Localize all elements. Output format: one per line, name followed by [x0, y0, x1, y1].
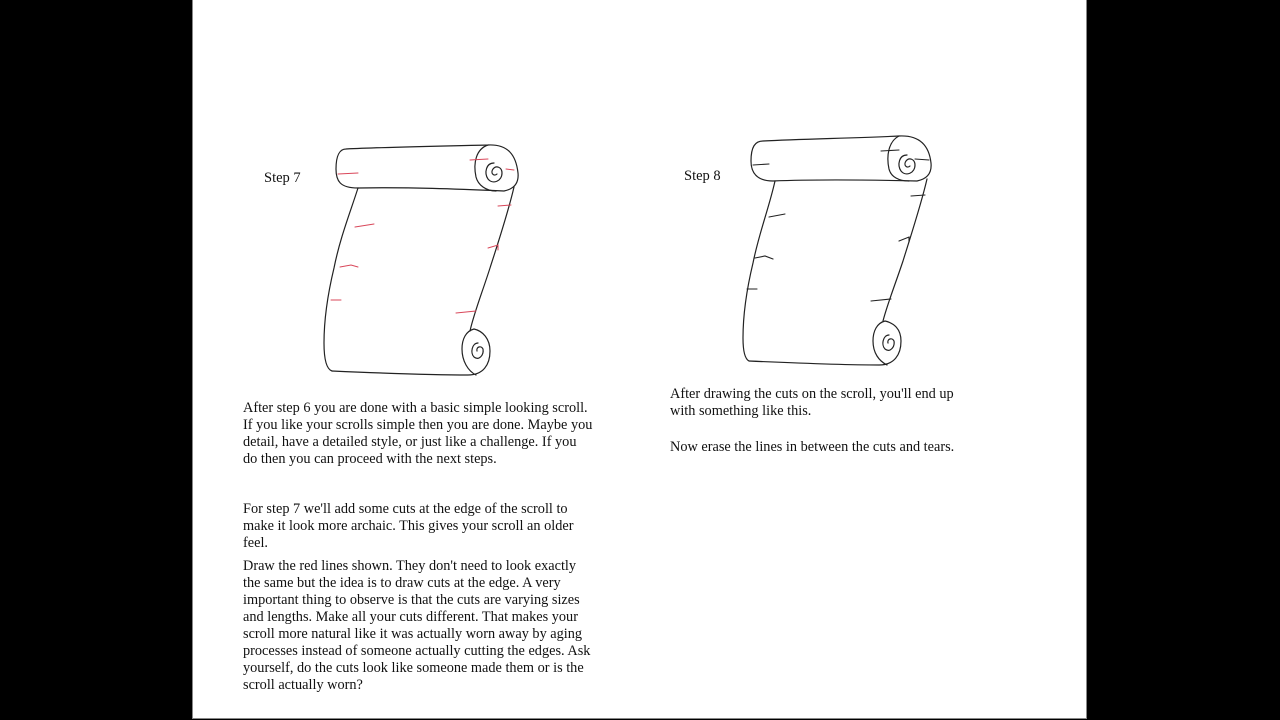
step-8-paragraph-2: Now erase the lines in between the cuts and tears. [670, 439, 955, 455]
step-7-paragraph-3: Draw the red lines shown. They don't need to look exactly the same but the idea is to draw cuts at the edge. A very important thing to observe is that the cuts are varying sizes and lengths. Make all your cuts different. That makes your scroll more natural like it was actually worn away by aging processes instead of someone actually cutting the edges. Ask yourself, do the cuts look like someone made them or is the scroll actually worn? [243, 558, 591, 693]
step-7-label: Step 7 [264, 170, 301, 186]
step-7-paragraph-2: For step 7 we'll add some cuts at the edge of the scroll to make it look more archaic. This gives your scroll an older feel. [243, 501, 574, 551]
step-8-label: Step 8 [684, 168, 721, 184]
step-7-paragraph-1: After step 6 you are done with a basic simple looking scroll. If you like your scrolls simple then you are done. Maybe you detail, have a detailed style, or just like a challenge. If you do then you can proceed with the next steps. [243, 400, 593, 467]
cut-marks-black [747, 150, 929, 301]
scroll-outline [324, 145, 518, 375]
step-8-paragraph-1: After drawing the cuts on the scroll, you'll end up with something like this. [670, 386, 954, 419]
document-page [192, 0, 1087, 719]
scroll-outline [743, 136, 931, 365]
cut-marks-red [331, 159, 514, 313]
scroll-illustration-step-8 [739, 133, 939, 368]
scroll-illustration-step-7 [318, 143, 528, 378]
